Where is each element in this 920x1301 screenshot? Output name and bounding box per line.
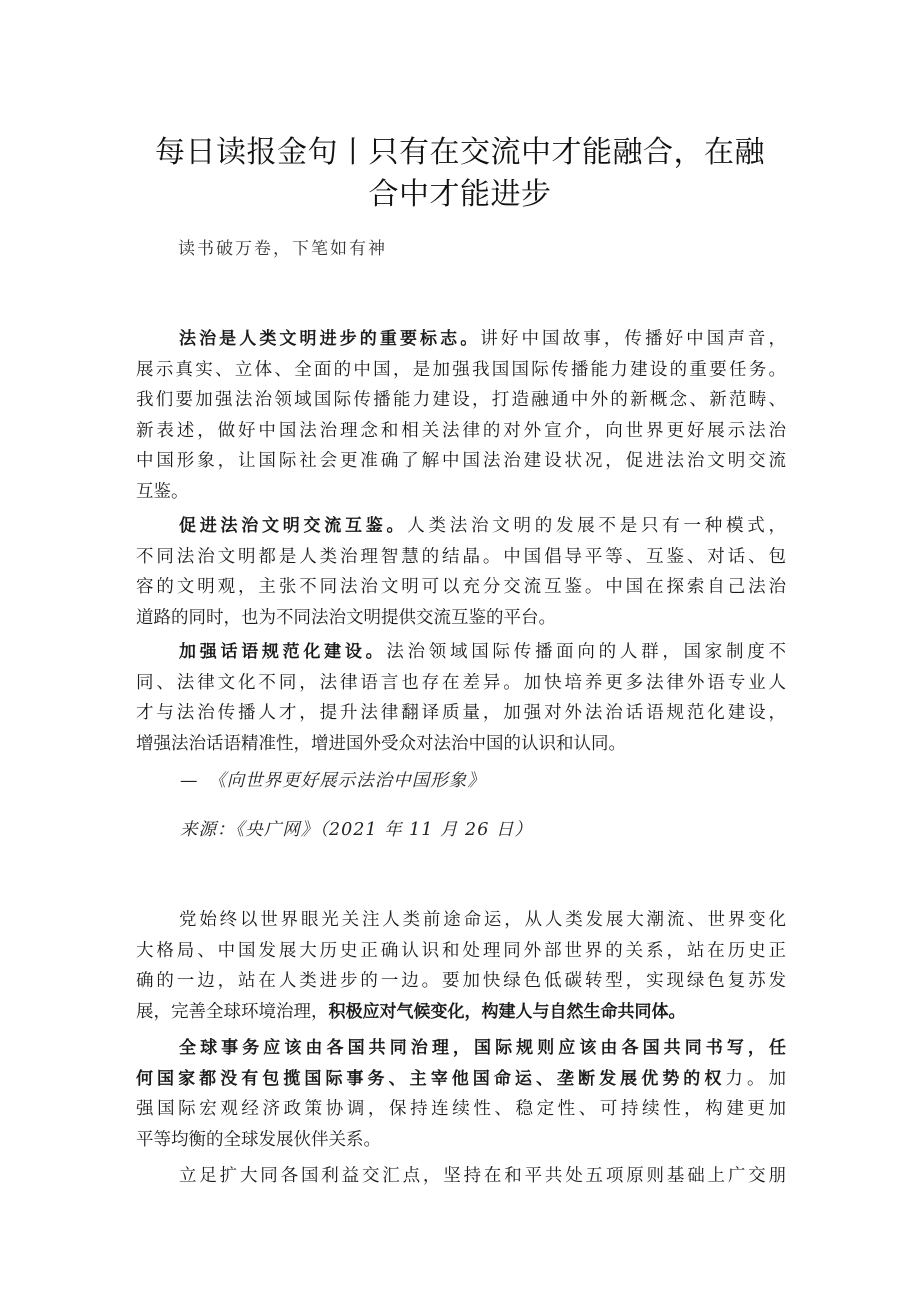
article-title [120,132,800,216]
paragraph-line: 互鉴。 [136,481,189,502]
paragraph-line: 何国家都没有包揽国际事务、主宰他国命运、垄断发展优势的权力。加 [136,1068,787,1089]
paragraph-line: 平等均衡的全球发展伙伴关系。 [136,1129,381,1150]
paragraph-line: 确的一边，站在人类进步的一边。要加快绿色低碳转型，实现绿色复苏发 [136,971,786,991]
paragraph-line: 促进法治文明交流互鉴。人类法治文明的发展不是只有一种模式， [179,516,786,536]
source-citation: 来源：《央广网》（2021 年 11 月 26 日） [180,820,533,840]
paragraph-line: 我们要加强法治领域国际传播能力建设，打造融通中外的新概念、新范畴、 [136,390,786,410]
bold-lead: 促进法治文明交流互鉴。 [179,516,408,536]
paragraph-line: 法治是人类文明进步的重要标志。讲好中国故事，传播好中国声音， [179,329,787,349]
paragraph-line: 不同法治文明都是人类治理智慧的结晶。中国倡导平等、互鉴、对话、包 [136,546,786,567]
title-line-2: 合中才能进步 [368,177,552,212]
paragraph-line: 增强法治话语精准性，增进国外受众对法治中国的认识和认同。 [136,733,626,754]
bold-lead: 全球事务应该由各国共同治理，国际规则应该由各国共同书写，任 [179,1038,786,1058]
bold-lead: 法治是人类文明进步的重要标志。 [179,329,481,349]
bold-lead: 何国家都没有包揽国际事务、主宰他国命运、垄断发展优势的权 [136,1068,726,1089]
title-line-1: 每日读报金句丨只有在交流中才能融合，在融 [155,135,765,170]
paragraph-line [136,1033,786,1064]
paragraph-line: 加强话语规范化建设。法治领域国际传播面向的人群，国家制度不 [179,642,787,662]
paragraph-line: 容的文明观，主张不同法治文明可以充分交流互鉴。中国在探索自己法治 [136,577,786,597]
paragraph-2 [136,511,786,633]
paragraph-line: 强国际宏观经济政策协调，保持连续性、稳定性、可持续性，构建更加 [136,1099,786,1119]
paragraph-line: 道路的同时，也为不同法治文明提供交流互鉴的平台。 [136,607,556,628]
subtitle: 读书破万卷，下笔如有神 [178,239,387,259]
paragraph-line: 展示真实、立体、全面的中国，是加强我国国际传播能力建设的重要任务。 [136,359,786,380]
paragraph-5 [136,1033,786,1155]
quote-citation: — 《向世界更好展示法治中国形象》 [180,771,486,791]
paragraph-line: 党始终以世界眼光关注人类前途命运，从人类发展大潮流、世界变化 [179,910,786,930]
bold-tail: 积极应对气候变化，构建人与自然生命共同体。 [328,1001,686,1022]
paragraph-line: 同、法律文化不同，法律语言也存在差异。加快培养更多法律外语专业人 [136,672,786,693]
paragraph-line: 展，完善全球环境治理，积极应对气候变化，构建人与自然生命共同体。 [136,1001,686,1022]
paragraph-line: 立足扩大同各国利益交汇点，坚持在和平共处五项原则基础上广交朋 [179,1166,786,1186]
paragraph-4 [136,905,786,1027]
paragraph-line: 中国形象，让国际社会更准确了解中国法治建设状况，促进法治文明交流 [136,451,786,471]
paragraph-line: 新表述，做好中国法治理念和相关法律的对外宣介，向世界更好展示法治 [136,420,786,441]
bold-lead: 加强话语规范化建设。 [179,642,387,662]
paragraph-6 [136,1161,786,1192]
paragraph-3 [136,637,786,759]
paragraph-line: 才与法治传播人才，提升法律翻译质量，加强对外法治话语规范化建设， [136,703,786,723]
paragraph-line: 大格局、中国发展大历史正确认识和处理同外部世界的关系，站在历史正 [136,940,786,961]
paragraph-1 [136,324,786,507]
